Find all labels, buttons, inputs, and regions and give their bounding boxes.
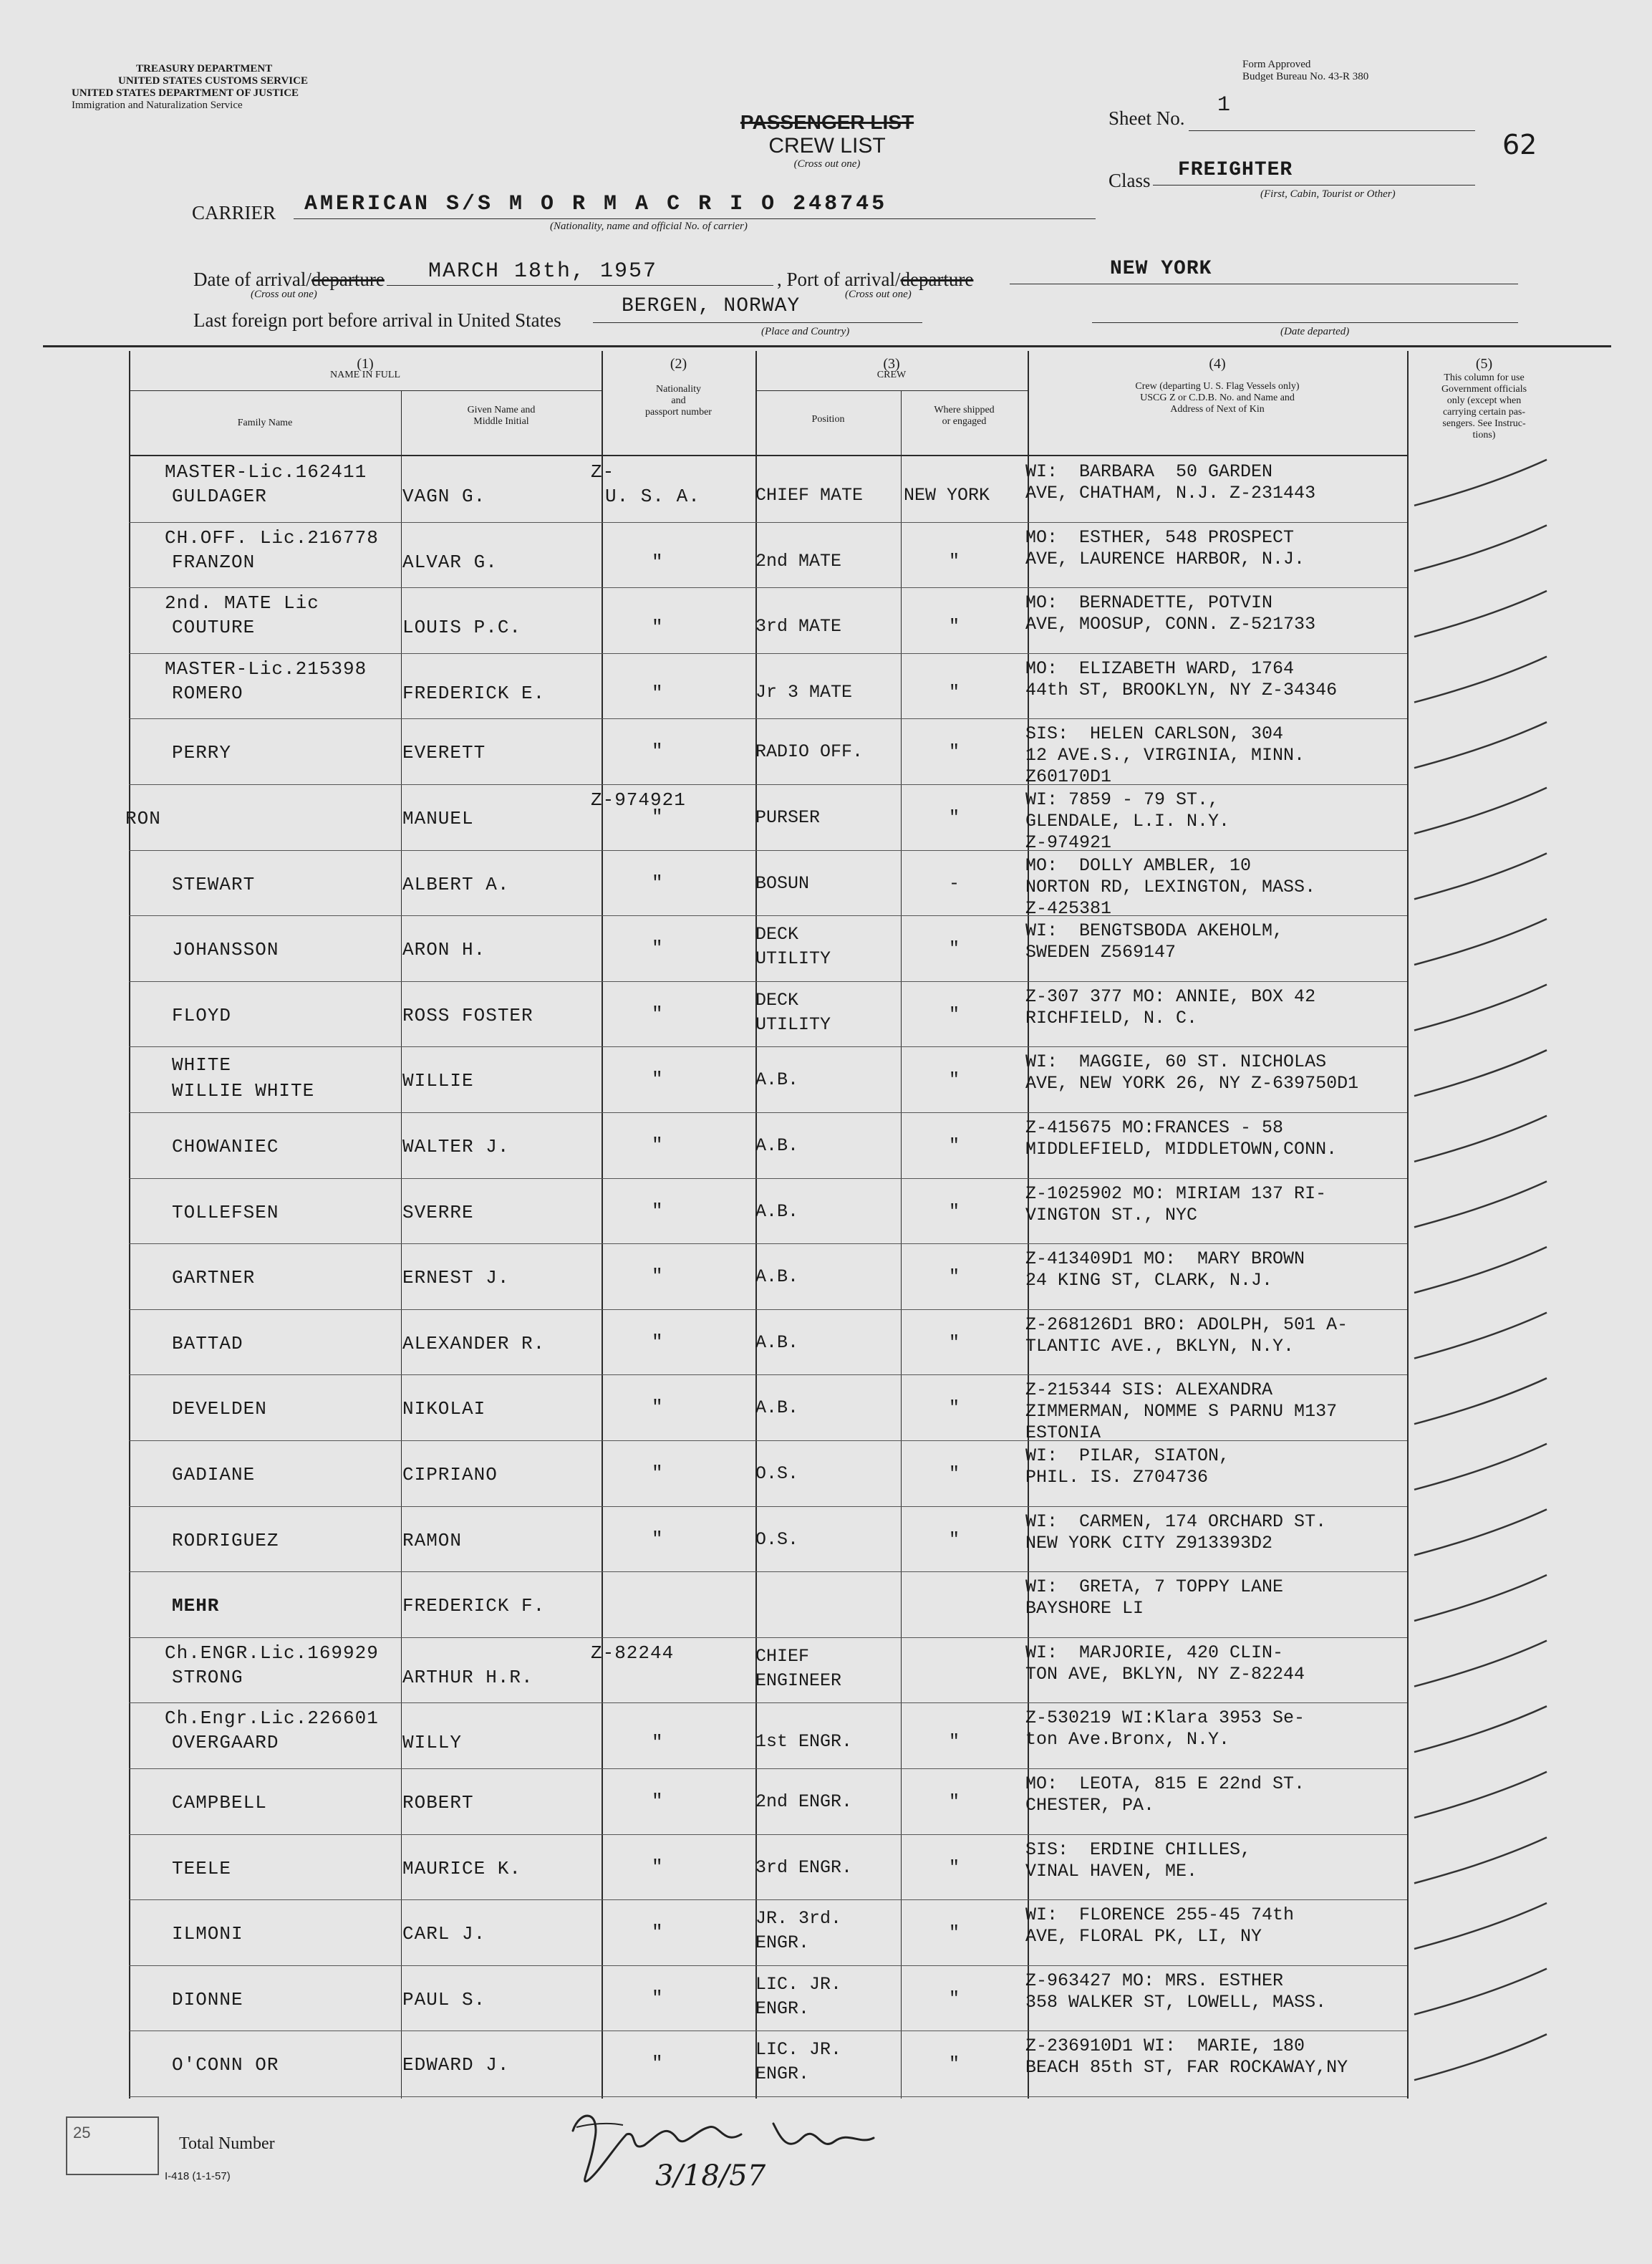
position: RADIO OFF. — [755, 741, 864, 762]
family-name: RON — [125, 808, 161, 829]
position-line-2: ENGR. — [755, 1998, 810, 2019]
given-name: FREDERICK F. — [402, 1595, 546, 1617]
agency-line-4: Immigration and Naturalization Service — [72, 100, 243, 111]
next-of-kin-line: TLANTIC AVE., BKLYN, N.Y. — [1025, 1336, 1295, 1357]
col-1-number: (1) — [357, 356, 374, 372]
check-mark — [1414, 722, 1547, 768]
class-label: Class — [1108, 170, 1151, 191]
last-port-label: Last foreign port before arrival in United States — [193, 309, 561, 331]
next-of-kin-line: WI: MARJORIE, 420 CLIN- — [1025, 1642, 1284, 1663]
col-5-line1: This column for use — [1444, 372, 1525, 383]
family-name: PERRY — [172, 742, 232, 764]
family-name: RODRIGUEZ — [172, 1530, 279, 1551]
col-5-line6: tions) — [1472, 430, 1496, 440]
shipped-engaged: - — [949, 873, 960, 894]
col-3-title: CREW — [876, 370, 907, 380]
given-name: CARL J. — [402, 1923, 486, 1945]
check-mark — [1414, 2034, 1547, 2080]
handwritten-page-number: 62 — [1502, 129, 1537, 160]
shipped-line2: or engaged — [942, 416, 987, 427]
given-name: SVERRE — [402, 1202, 474, 1223]
nationality: " — [652, 1331, 664, 1353]
check-mark — [1414, 1969, 1547, 2015]
license-note: CH.OFF. Lic.216778 — [165, 527, 379, 549]
given-name: ALBERT A. — [402, 874, 510, 895]
license-note: Ch.Engr.Lic.226601 — [165, 1707, 379, 1729]
nationality: " — [652, 1988, 664, 2009]
nationality: " — [652, 1732, 664, 1753]
next-of-kin-line: WI: PILAR, SIATON, — [1025, 1445, 1230, 1466]
given-name: ROBERT — [402, 1792, 474, 1813]
position: A.B. — [755, 1332, 799, 1353]
family-name: DIONNE — [172, 1989, 243, 2010]
family-name: WHITE — [172, 1054, 232, 1076]
col-2-line2: and — [671, 395, 686, 406]
next-of-kin-line: Z-974921 — [1025, 832, 1112, 853]
next-of-kin-line: WI: BARBARA 50 GARDEN — [1025, 461, 1273, 482]
place-country-hint: (Place and Country) — [761, 326, 850, 337]
date-label-text: Date of arrival/ — [193, 269, 311, 290]
col-2-line1: Nationality — [656, 384, 701, 395]
next-of-kin-line: Z-530219 WI:Klara 3953 Se- — [1025, 1707, 1305, 1728]
signature — [559, 2102, 917, 2199]
next-of-kin-line: SIS: ERDINE CHILLES, — [1025, 1839, 1252, 1860]
position-line-2: ENGR. — [755, 2063, 810, 2084]
col-2-line3: passport number — [645, 407, 712, 418]
given-name: MAURICE K. — [402, 1858, 522, 1879]
check-mark — [1414, 1378, 1547, 1424]
col-4-line3: Address of Next of Kin — [1170, 404, 1265, 415]
next-of-kin-line: AVE, CHATHAM, N.J. Z-231443 — [1025, 483, 1316, 504]
shipped-engaged: " — [949, 1922, 960, 1943]
position-line-1: LIC. JR. — [755, 2039, 842, 2060]
next-of-kin-line: Z-268126D1 BRO: ADOLPH, 501 A- — [1025, 1314, 1348, 1335]
family-name: GARTNER — [172, 1267, 256, 1288]
license-note: MASTER-Lic.215398 — [165, 658, 367, 680]
position: BOSUN — [755, 873, 810, 894]
given-name: FREDERICK E. — [402, 683, 546, 704]
col-1-title: NAME IN FULL — [330, 370, 400, 380]
check-mark — [1414, 1509, 1547, 1555]
given-name: ARTHUR H.R. — [402, 1667, 533, 1688]
shipped-engaged: " — [949, 1731, 960, 1752]
family-name: JOHANSSON — [172, 939, 279, 960]
family-name: CHOWANIEC — [172, 1136, 279, 1157]
check-mark — [1414, 985, 1547, 1031]
family-name: CAMPBELL — [172, 1792, 267, 1813]
passport-note: Z-974921 — [591, 789, 686, 811]
next-of-kin-line: AVE, LAURENCE HARBOR, N.J. — [1025, 549, 1305, 569]
next-of-kin-line: WI: GRETA, 7 TOPPY LANE — [1025, 1576, 1284, 1597]
nationality: " — [652, 806, 664, 828]
position-header: Position — [811, 414, 845, 425]
check-mark — [1414, 1903, 1547, 1949]
check-mark — [1414, 460, 1547, 506]
next-of-kin-line: WI: MAGGIE, 60 ST. NICHOLAS — [1025, 1051, 1327, 1072]
nationality: " — [652, 1922, 664, 1943]
given-name: RAMON — [402, 1530, 463, 1551]
given-name: NIKOLAI — [402, 1398, 486, 1420]
nationality: " — [652, 1397, 664, 1418]
given-name-line1: Given Name and — [467, 405, 536, 415]
nationality: " — [652, 1528, 664, 1550]
crew-list-title: CREW LIST — [768, 134, 886, 158]
nationality: " — [652, 617, 664, 638]
license-note: 2nd. MATE Lic — [165, 592, 319, 614]
shipped-engaged: " — [949, 682, 960, 703]
shipped-engaged: " — [949, 551, 960, 572]
check-mark — [1414, 1706, 1547, 1752]
next-of-kin-line: CHESTER, PA. — [1025, 1795, 1155, 1816]
check-mark — [1414, 1444, 1547, 1490]
check-mark — [1414, 1837, 1547, 1883]
shipped-engaged: " — [949, 938, 960, 959]
passenger-list-title: PASSENGER LIST — [740, 111, 914, 133]
next-of-kin-line: MO: LEOTA, 815 E 22nd ST. — [1025, 1773, 1305, 1794]
nationality: " — [652, 1003, 664, 1025]
position-line-2: ENGR. — [755, 1932, 810, 1953]
given-name: ALEXANDER R. — [402, 1333, 546, 1354]
position: 2nd MATE — [755, 551, 842, 572]
next-of-kin-line: MO: ELIZABETH WARD, 1764 — [1025, 658, 1295, 679]
position: 2nd ENGR. — [755, 1791, 853, 1812]
position: A.B. — [755, 1135, 799, 1156]
next-of-kin-line: Z-963427 MO: MRS. ESTHER — [1025, 1970, 1284, 1991]
next-of-kin-line: WI: 7859 - 79 ST., — [1025, 789, 1219, 810]
given-name: VAGN G. — [402, 486, 486, 507]
position-line-1: JR. 3rd. — [755, 1908, 842, 1929]
nationality: " — [652, 938, 664, 959]
position: O.S. — [755, 1529, 799, 1550]
given-name: ALVAR G. — [402, 551, 498, 573]
next-of-kin-line: VINAL HAVEN, ME. — [1025, 1861, 1198, 1882]
family-name: STRONG — [172, 1667, 243, 1688]
next-of-kin-line: ESTONIA — [1025, 1422, 1101, 1443]
check-mark — [1414, 1772, 1547, 1818]
nationality: " — [652, 1266, 664, 1287]
port-departure-struck: departure — [900, 269, 974, 290]
next-of-kin-line: NEW YORK CITY Z913393D2 — [1025, 1533, 1273, 1554]
nationality: U. S. A. — [605, 486, 700, 507]
next-of-kin-line: AVE, MOOSUP, CONN. Z-521733 — [1025, 614, 1316, 635]
given-name: WALTER J. — [402, 1136, 510, 1157]
agency-line-3: UNITED STATES DEPARTMENT OF JUSTICE — [72, 87, 299, 99]
family-name: FRANZON — [172, 551, 256, 573]
given-name: ERNEST J. — [402, 1267, 510, 1288]
shipped-engaged: " — [949, 1266, 960, 1287]
license-note: MASTER-Lic.162411 — [165, 461, 367, 483]
shipped-engaged: " — [949, 616, 960, 637]
next-of-kin-line: 24 KING ST, CLARK, N.J. — [1025, 1270, 1273, 1291]
signature-date: 3/18/57 — [655, 2159, 766, 2192]
next-of-kin-line: MO: BERNADETTE, POTVIN — [1025, 592, 1273, 613]
next-of-kin-line: 358 WALKER ST, LOWELL, MASS. — [1025, 1992, 1327, 2013]
budget-bureau-text: Budget Bureau No. 43-R 380 — [1242, 71, 1369, 82]
next-of-kin-line: Z-425381 — [1025, 898, 1112, 919]
nationality: " — [652, 683, 664, 704]
col-4-line2: USCG Z or C.D.B. No. and Name and — [1140, 392, 1295, 403]
next-of-kin-line: BEACH 85th ST, FAR ROCKAWAY,NY — [1025, 2057, 1348, 2078]
total-number-box — [66, 2116, 159, 2175]
family-name: ROMERO — [172, 683, 243, 704]
shipped-engaged: " — [949, 1332, 960, 1353]
check-mark — [1414, 1575, 1547, 1621]
next-of-kin-line: Z60170D1 — [1025, 766, 1112, 787]
nationality: " — [652, 1463, 664, 1484]
position: 3rd ENGR. — [755, 1857, 853, 1878]
passport-note: Z- — [591, 461, 615, 483]
next-of-kin-line: GLENDALE, L.I. N.Y. — [1025, 811, 1230, 832]
col-4-line1: Crew (departing U. S. Flag Vessels only) — [1135, 381, 1300, 392]
next-of-kin-line: WI: BENGTSBODA AKEHOLM, — [1025, 920, 1284, 941]
given-name: WILLIE — [402, 1070, 474, 1092]
position-line-2: UTILITY — [755, 948, 831, 969]
next-of-kin-line: Z-307 377 MO: ANNIE, BOX 42 — [1025, 986, 1316, 1007]
port-label-text: , Port of arrival/ — [777, 269, 901, 290]
given-name-line2: Middle Initial — [473, 416, 529, 427]
check-mark — [1414, 1641, 1547, 1687]
position-line-1: DECK — [755, 990, 799, 1011]
last-port-value: BERGEN, NORWAY — [622, 295, 801, 317]
agency-line-1: TREASURY DEPARTMENT — [136, 63, 273, 74]
family-name: MEHR — [172, 1595, 220, 1617]
given-name: EVERETT — [402, 742, 486, 764]
given-name: EDWARD J. — [402, 2054, 510, 2076]
form-approved-text: Form Approved — [1242, 59, 1311, 70]
col-4-number: (4) — [1209, 356, 1226, 372]
passport-note: Z-82244 — [591, 1642, 675, 1664]
next-of-kin-line: MIDDLEFIELD, MIDDLETOWN,CONN. — [1025, 1139, 1338, 1160]
shipped-engaged: " — [949, 1988, 960, 2009]
nationality: " — [652, 1791, 664, 1812]
next-of-kin-line: Z-236910D1 WI: MARIE, 180 — [1025, 2036, 1305, 2056]
license-note: Ch.ENGR.Lic.169929 — [165, 1642, 379, 1664]
nationality: " — [652, 551, 664, 573]
next-of-kin-line: AVE, FLORAL PK, LI, NY — [1025, 1926, 1262, 1947]
family-name: COUTURE — [172, 617, 256, 638]
next-of-kin-line: 44th ST, BROOKLYN, NY Z-34346 — [1025, 680, 1338, 700]
check-mark — [1414, 853, 1547, 899]
next-of-kin-line: MO: DOLLY AMBLER, 10 — [1025, 855, 1252, 876]
position: A.B. — [755, 1397, 799, 1418]
shipped-engaged: " — [949, 741, 960, 762]
nationality: " — [652, 2053, 664, 2074]
next-of-kin-line: Z-413409D1 MO: MARY BROWN — [1025, 1248, 1305, 1269]
col-5-number: (5) — [1475, 356, 1493, 372]
position: PURSER — [755, 807, 821, 828]
date-departure-struck: departure — [311, 269, 385, 290]
shipped-engaged: " — [949, 1463, 960, 1484]
nationality: " — [652, 1069, 664, 1090]
given-name: CIPRIANO — [402, 1464, 498, 1485]
next-of-kin-line: 12 AVE.S., VIRGINIA, MINN. — [1025, 745, 1305, 766]
arrival-date: MARCH 18th, 1957 — [428, 259, 658, 284]
position: Jr 3 MATE — [755, 682, 853, 703]
total-number-value: 25 — [73, 2124, 91, 2142]
family-name: STEWART — [172, 874, 256, 895]
col-2-number: (2) — [670, 356, 687, 372]
check-mark — [1414, 591, 1547, 637]
shipped-engaged: " — [949, 1201, 960, 1222]
date-departed-hint: (Date departed) — [1280, 326, 1350, 337]
next-of-kin-line: ZIMMERMAN, NOMME S PARNU M137 — [1025, 1401, 1338, 1422]
given-name: LOUIS P.C. — [402, 617, 522, 638]
class-hint: (First, Cabin, Tourist or Other) — [1260, 188, 1396, 200]
col-5-line3: only (except when — [1446, 395, 1522, 406]
given-name: ARON H. — [402, 939, 486, 960]
shipped-engaged: " — [949, 1397, 960, 1418]
shipped-engaged: " — [949, 1004, 960, 1025]
position-line-2: ENGINEER — [755, 1670, 842, 1691]
shipped-engaged: " — [949, 807, 960, 828]
position-line-1: DECK — [755, 924, 799, 945]
next-of-kin-line: PHIL. IS. Z704736 — [1025, 1467, 1209, 1488]
nationality: " — [652, 1200, 664, 1222]
next-of-kin-line: TON AVE, BKLYN, NY Z-82244 — [1025, 1664, 1305, 1685]
class-value: FREIGHTER — [1178, 159, 1293, 181]
shipped-engaged: " — [949, 2053, 960, 2074]
agency-line-2: UNITED STATES CUSTOMS SERVICE — [118, 75, 308, 87]
next-of-kin-line: ton Ave.Bronx, N.Y. — [1025, 1729, 1230, 1750]
carrier-label: CARRIER — [192, 202, 276, 223]
shipped-engaged: " — [949, 1135, 960, 1156]
check-mark — [1414, 1247, 1547, 1293]
position: O.S. — [755, 1463, 799, 1484]
next-of-kin-line: SIS: HELEN CARLSON, 304 — [1025, 723, 1284, 744]
col-5-line2: Government officials — [1441, 384, 1527, 395]
family-name-alt: WILLIE WHITE — [172, 1080, 315, 1102]
shipped-engaged: " — [949, 1857, 960, 1878]
shipped-line1: Where shipped — [934, 405, 995, 415]
col-5-line4: carrying certain pas- — [1442, 407, 1526, 418]
total-number-label: Total Number — [179, 2134, 275, 2153]
position: A.B. — [755, 1069, 799, 1090]
given-name: MANUEL — [402, 808, 474, 829]
position: 1st ENGR. — [755, 1731, 853, 1752]
carrier-value: AMERICAN S/S M O R M A C R I O 248745 — [304, 192, 888, 216]
nationality: " — [652, 741, 664, 762]
carrier-hint: (Nationality, name and official No. of carrier) — [550, 221, 748, 232]
next-of-kin-line: NORTON RD, LEXINGTON, MASS. — [1025, 877, 1316, 897]
shipped-engaged: " — [949, 1069, 960, 1090]
nationality: " — [652, 1856, 664, 1878]
col-3-number: (3) — [883, 356, 900, 372]
shipped-engaged: NEW YORK — [904, 485, 990, 506]
next-of-kin-line: Z-415675 MO:FRANCES - 58 — [1025, 1117, 1284, 1138]
check-mark — [1414, 919, 1547, 965]
next-of-kin-line: AVE, NEW YORK 26, NY Z-639750D1 — [1025, 1073, 1359, 1094]
next-of-kin-line: RICHFIELD, N. C. — [1025, 1008, 1198, 1029]
nationality: " — [652, 1135, 664, 1156]
check-mark — [1414, 788, 1547, 834]
check-mark — [1414, 657, 1547, 703]
position: 3rd MATE — [755, 616, 842, 637]
shipped-engaged: " — [949, 1791, 960, 1812]
next-of-kin-line: MO: ESTHER, 548 PROSPECT — [1025, 527, 1295, 548]
position: CHIEF MATE — [755, 485, 864, 506]
check-mark — [1414, 1313, 1547, 1359]
check-mark — [1414, 1181, 1547, 1227]
arrival-port: NEW YORK — [1110, 258, 1212, 280]
position-line-1: LIC. JR. — [755, 1974, 842, 1995]
next-of-kin-line: Z-215344 SIS: ALEXANDRA — [1025, 1379, 1273, 1400]
family-name: ILMONI — [172, 1923, 243, 1945]
next-of-kin-line: WI: FLORENCE 255-45 74th — [1025, 1904, 1295, 1925]
given-name: PAUL S. — [402, 1989, 486, 2010]
next-of-kin-line: WI: CARMEN, 174 ORCHARD ST. — [1025, 1511, 1327, 1532]
given-name: ROSS FOSTER — [402, 1005, 533, 1026]
cross-out-note: (Cross out one) — [793, 158, 861, 170]
form-number: I-418 (1-1-57) — [165, 2170, 231, 2182]
family-name: GADIANE — [172, 1464, 256, 1485]
sheet-number: 1 — [1217, 93, 1232, 117]
position-line-2: UTILITY — [755, 1014, 831, 1035]
next-of-kin-line: BAYSHORE LI — [1025, 1598, 1144, 1619]
date-hint: (Cross out one) — [251, 289, 317, 300]
family-name-header: Family Name — [237, 418, 293, 428]
family-name: O'CONN OR — [172, 2054, 279, 2076]
port-hint: (Cross out one) — [845, 289, 912, 300]
family-name: OVERGAARD — [172, 1732, 279, 1753]
check-mark — [1414, 1050, 1547, 1096]
family-name: FLOYD — [172, 1005, 232, 1026]
next-of-kin-line: VINGTON ST., NYC — [1025, 1205, 1198, 1225]
family-name: BATTAD — [172, 1333, 243, 1354]
position: A.B. — [755, 1266, 799, 1287]
shipped-engaged: " — [949, 1529, 960, 1550]
family-name: GULDAGER — [172, 486, 267, 507]
sheet-label: Sheet No. — [1108, 107, 1185, 129]
next-of-kin-line: Z-1025902 MO: MIRIAM 137 RI- — [1025, 1183, 1327, 1204]
next-of-kin-line: SWEDEN Z569147 — [1025, 942, 1177, 963]
check-mark — [1414, 525, 1547, 571]
family-name: DEVELDEN — [172, 1398, 267, 1420]
position: A.B. — [755, 1201, 799, 1222]
family-name: TOLLEFSEN — [172, 1202, 279, 1223]
position-line-1: CHIEF — [755, 1646, 810, 1667]
given-name: WILLY — [402, 1732, 463, 1753]
check-mark — [1414, 1116, 1547, 1162]
nationality: " — [652, 872, 664, 894]
family-name: TEELE — [172, 1858, 232, 1879]
col-5-line5: sengers. See Instruc- — [1442, 418, 1526, 429]
